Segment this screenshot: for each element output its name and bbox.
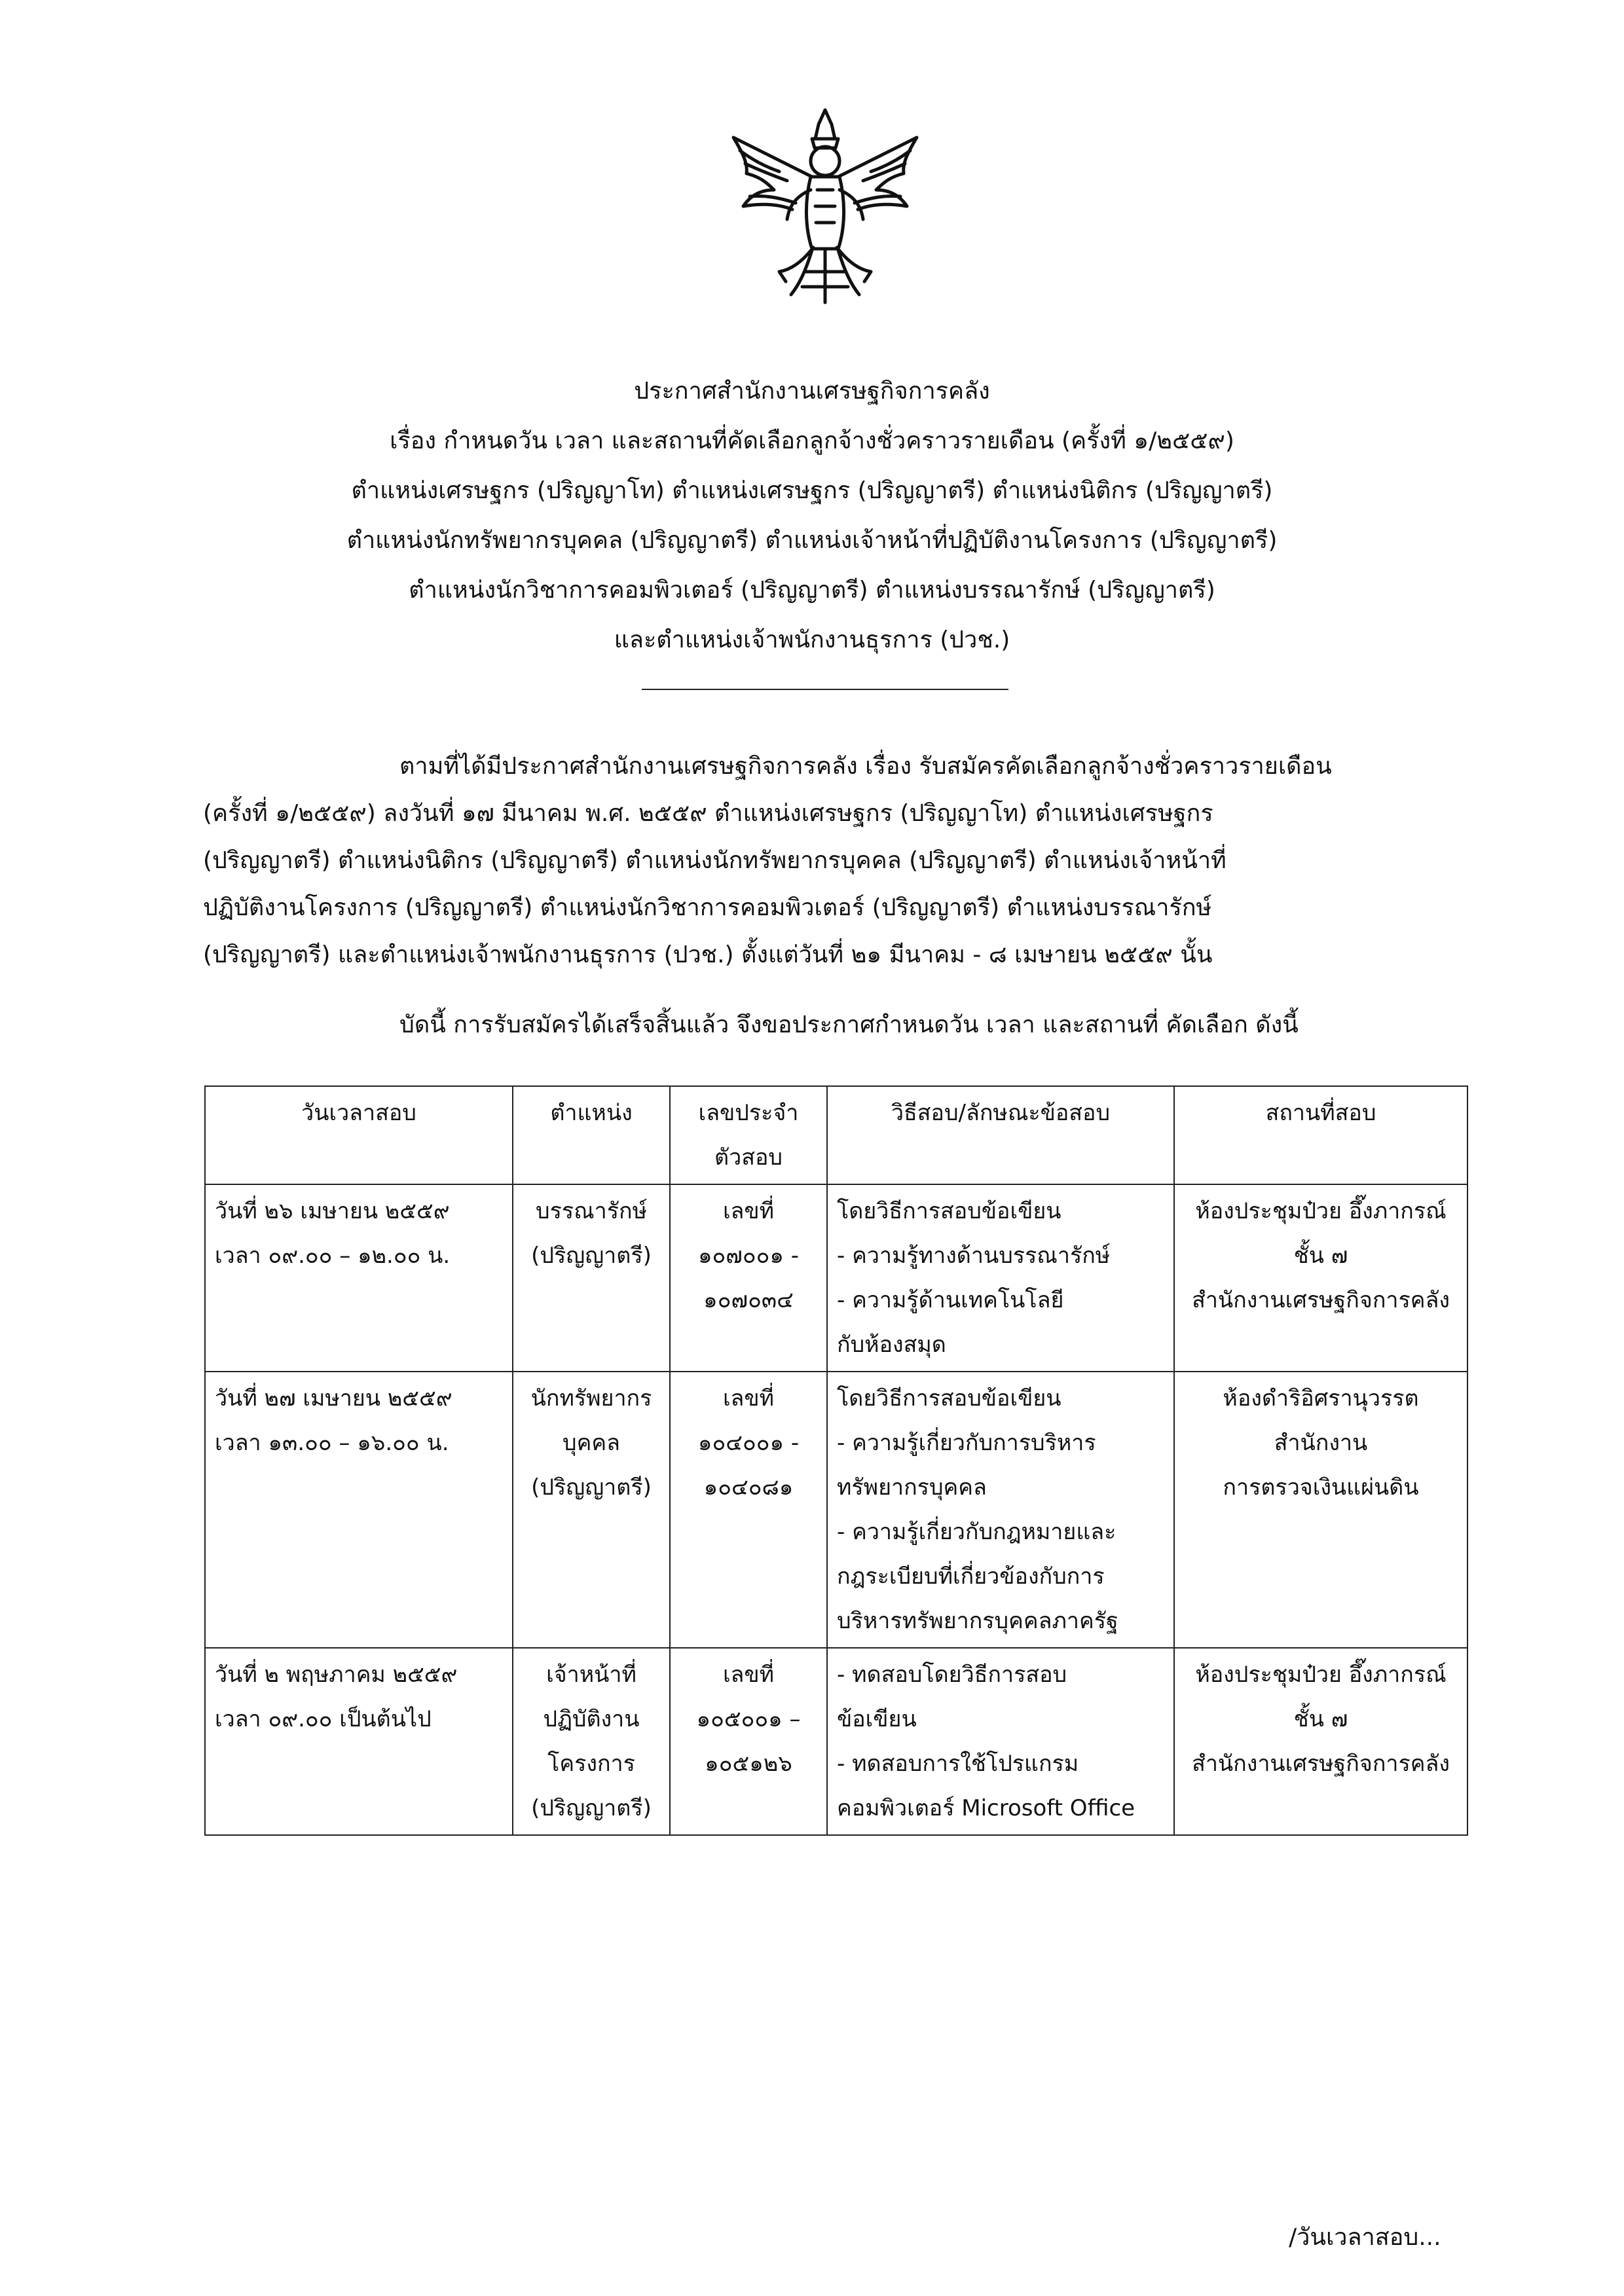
cell-line: การตรวจเงินแผ่นดิน — [1223, 1474, 1419, 1501]
heading-positions-line: ตำแหน่งเศรษฐกร (ปริญญาโท) ตำแหน่งเศรษฐกร (ปริญญาตรี) ตำแหน่งนิติกร (ปริญญาตรี) — [351, 477, 1273, 504]
cell-line: ๑๐๕๐๐๑ – — [696, 1706, 801, 1732]
cell-line: - ความรู้ด้านเทคโนโลยี — [837, 1287, 1064, 1313]
cell-line: ชั้น ๗ — [1293, 1706, 1348, 1732]
cell-line: โดยวิธีการสอบข้อเขียน — [837, 1385, 1061, 1412]
cell-line: คอมพิวเตอร์ Microsoft Office — [837, 1795, 1135, 1821]
heading-agency-line: ประกาศสำนักงานเศรษฐกิจการคลัง — [634, 378, 990, 405]
header-text: วันเวลาสอบ — [301, 1100, 416, 1126]
table-row — [205, 1372, 1467, 1648]
header-text: วิธีสอบ/ลักษณะข้อสอบ — [891, 1100, 1111, 1126]
header-exam-location — [1174, 1086, 1467, 1184]
heading-positions-line: และตำแหน่งเจ้าพนักงานธุรการ (ปวช.) — [614, 627, 1010, 653]
cell-exam-id — [670, 1184, 827, 1372]
header-text: เลขประจำ — [698, 1100, 799, 1126]
cell-exam-method — [827, 1372, 1174, 1648]
cell-position — [513, 1648, 670, 1835]
paragraph-line: ปฏิบัติงานโครงการ (ปริญญาตรี) ตำแหน่งนักวิชาการคอมพิวเตอร์ (ปริญญาตรี) ตำแหน่งบรรณารักษ์ — [203, 894, 1212, 921]
cell-line: บรรณารักษ์ — [536, 1198, 647, 1224]
cell-exam-method — [827, 1648, 1174, 1835]
cell-line: ห้องดำริอิศรานุวรรต — [1223, 1385, 1419, 1412]
cell-line: ๑๐๗๐๐๑ - — [697, 1243, 800, 1269]
cell-line: บุคคล — [563, 1430, 620, 1456]
paragraph-line: (ครั้งที่ ๑/๒๕๕๙) ลงวันที่ ๑๗ มีนาคม พ.ศ. ๒๕๕๙ ตำแหน่งเศรษฐกร (ปริญญาโท) ตำแหน่งเศรษฐกร — [203, 800, 1213, 827]
cell-line: เลขที่ — [722, 1385, 775, 1412]
heading-divider — [642, 689, 1008, 690]
header-exam-id — [670, 1086, 827, 1184]
cell-line: - ความรู้เกี่ยวกับกฎหมายและ — [837, 1519, 1116, 1545]
cell-line: - ทดสอบการใช้โปรแกรม — [837, 1751, 1079, 1777]
heading-positions-line: ตำแหน่งนักวิชาการคอมพิวเตอร์ (ปริญญาตรี) ตำแหน่งบรรณารักษ์ (ปริญญาตรี) — [409, 577, 1215, 604]
cell-position — [513, 1372, 670, 1648]
cell-line: (ปริญญาตรี) — [531, 1474, 652, 1501]
cell-line: บริหารทรัพยากรบุคคลภาครัฐ — [837, 1608, 1118, 1634]
paragraph-line: (ปริญญาตรี) ตำแหน่งนิติกร (ปริญญาตรี) ตำแหน่งนักทรัพยากรบุคคล (ปริญญาตรี) ตำแหน่งเจ้าหน้าที่ — [203, 847, 1227, 874]
table-row — [205, 1184, 1467, 1372]
header-exam-method — [827, 1086, 1174, 1184]
heading-subject-line: เรื่อง กำหนดวัน เวลา และสถานที่คัดเลือกลูกจ้างชั่วคราวรายเดือน (ครั้งที่ ๑/๒๕๕๙) — [390, 428, 1234, 454]
cell-exam-datetime — [205, 1184, 513, 1372]
heading-positions-line: ตำแหน่งนักทรัพยากรบุคคล (ปริญญาตรี) ตำแหน่งเจ้าหน้าที่ปฏิบัติงานโครงการ (ปริญญาตรี) — [346, 527, 1278, 554]
cell-line: นักทรัพยากร — [530, 1385, 652, 1412]
cell-line: วันที่ ๒๗ เมษายน ๒๕๕๙ — [215, 1385, 452, 1412]
garuda-emblem-icon — [714, 98, 936, 321]
header-exam-datetime — [205, 1086, 513, 1184]
cell-line: ๑๐๔๐๘๑ — [703, 1474, 794, 1501]
cell-line: วันที่ ๒ พฤษภาคม ๒๕๕๙ — [215, 1662, 458, 1688]
cell-line: ทรัพยากรบุคคล — [837, 1474, 987, 1501]
cell-line: เลขที่ — [722, 1662, 775, 1688]
page-continuation-note: /วันเวลาสอบ... — [1289, 2224, 1441, 2251]
header-text: ตัวสอบ — [714, 1144, 783, 1171]
cell-exam-method — [827, 1184, 1174, 1372]
cell-line: เจ้าหน้าที่ — [546, 1662, 637, 1688]
cell-line: - ความรู้เกี่ยวกับการบริหาร — [837, 1430, 1096, 1456]
cell-line: โดยวิธีการสอบข้อเขียน — [837, 1198, 1061, 1224]
cell-line: ๑๐๕๑๒๖ — [705, 1751, 792, 1777]
cell-line: (ปริญญาตรี) — [531, 1243, 652, 1269]
cell-line: ข้อเขียน — [837, 1706, 917, 1732]
cell-line: สำนักงาน — [1274, 1430, 1368, 1456]
cell-line: ๑๐๔๐๐๑ - — [697, 1430, 800, 1456]
cell-line: ปฏิบัติงาน — [543, 1706, 640, 1732]
body-paragraph-announcement: บัดนี้ การรับสมัครได้เสร็จสิ้นแล้ว จึงขอประกาศกำหนดวัน เวลา และสถานที่ คัดเลือก ดังนี้ — [399, 1011, 1299, 1038]
cell-line: ห้องประชุมป๋วย อึ๊งภากรณ์ — [1195, 1662, 1447, 1688]
header-position — [513, 1086, 670, 1184]
table-header-row — [205, 1086, 1467, 1184]
cell-line: วันที่ ๒๖ เมษายน ๒๕๕๙ — [215, 1198, 450, 1224]
cell-line: สำนักงานเศรษฐกิจการคลัง — [1192, 1751, 1450, 1777]
body-paragraph-intro — [203, 743, 1467, 979]
cell-line: - ทดสอบโดยวิธีการสอบ — [837, 1662, 1067, 1688]
cell-line: สำนักงานเศรษฐกิจการคลัง — [1192, 1287, 1450, 1313]
paragraph-line: ตามที่ได้มีประกาศสำนักงานเศรษฐกิจการคลัง เรื่อง รับสมัครคัดเลือกลูกจ้างชั่วคราวรายเดือน — [399, 753, 1332, 780]
cell-line: ๑๐๗๐๓๔ — [703, 1287, 794, 1313]
exam-schedule-table — [204, 1085, 1468, 1836]
header-text: ตำแหน่ง — [550, 1100, 633, 1126]
table-row — [205, 1648, 1467, 1835]
paragraph-line: (ปริญญาตรี) และตำแหน่งเจ้าพนักงานธุรการ (ปวช.) ตั้งแต่วันที่ ๒๑ มีนาคม - ๘ เมษายน ๒๕๕๙ นั้น — [203, 941, 1213, 968]
announcement-heading — [196, 367, 1428, 665]
cell-line: ห้องประชุมป๋วย อึ๊งภากรณ์ — [1195, 1198, 1447, 1224]
cell-exam-id — [670, 1648, 827, 1835]
cell-line: โครงการ — [547, 1751, 635, 1777]
header-text: สถานที่สอบ — [1265, 1100, 1376, 1126]
cell-line: ชั้น ๗ — [1293, 1243, 1348, 1269]
cell-position — [513, 1184, 670, 1372]
cell-line: เวลา ๑๓.๐๐ – ๑๖.๐๐ น. — [215, 1430, 449, 1456]
cell-line: กฎระเบียบที่เกี่ยวข้องกับการ — [837, 1563, 1105, 1590]
cell-line: - ความรู้ทางด้านบรรณารักษ์ — [837, 1243, 1111, 1269]
cell-line: เลขที่ — [722, 1198, 775, 1224]
cell-exam-id — [670, 1372, 827, 1648]
cell-exam-location — [1174, 1372, 1467, 1648]
cell-exam-location — [1174, 1648, 1467, 1835]
cell-exam-location — [1174, 1184, 1467, 1372]
cell-exam-datetime — [205, 1372, 513, 1648]
cell-line: เวลา ๐๙.๐๐ – ๑๒.๐๐ น. — [215, 1243, 451, 1269]
cell-line: (ปริญญาตรี) — [531, 1795, 652, 1821]
cell-line: กับห้องสมุด — [837, 1332, 946, 1358]
cell-line: เวลา ๐๙.๐๐ เป็นต้นไป — [215, 1706, 432, 1732]
cell-exam-datetime — [205, 1648, 513, 1835]
